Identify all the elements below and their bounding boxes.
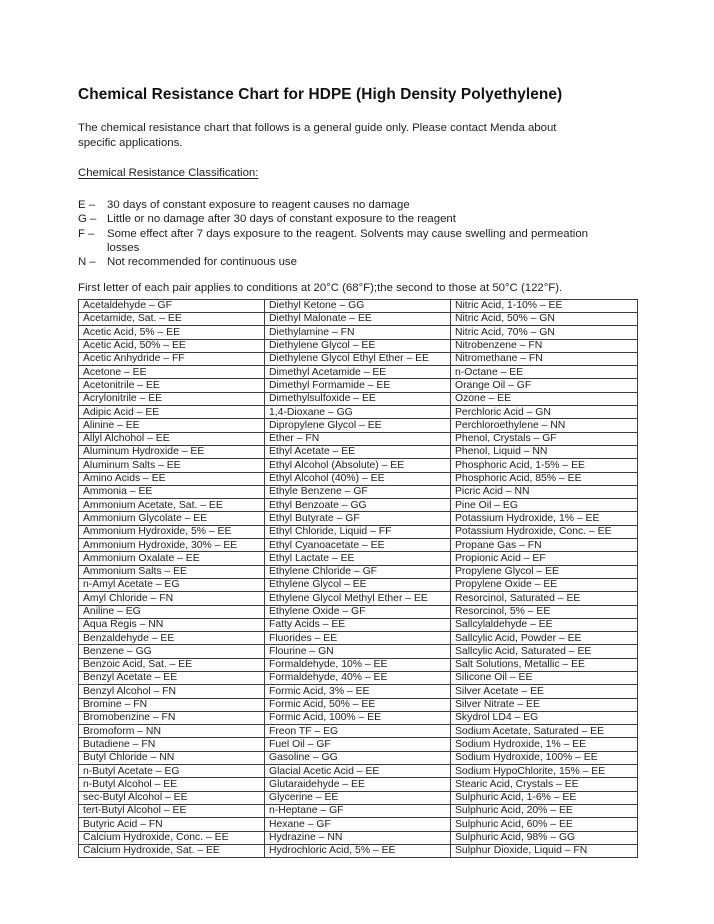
table-cell: Ethylene Chloride – GF — [265, 565, 451, 578]
table-row — [79, 778, 638, 791]
table-cell: Fatty Acids – EE — [265, 618, 451, 631]
table-cell: Butyl Chloride – NN — [79, 751, 265, 764]
table-cell: Salt Solutions, Metallic – EE — [451, 658, 638, 671]
table-cell: Ethyl Butyrate – GF — [265, 512, 451, 525]
table-cell: Ethyl Chloride, Liquid – FF — [265, 525, 451, 538]
table-cell: Ethyle Benzene – GF — [265, 485, 451, 498]
table-cell: Benzaldehyde – EE — [79, 632, 265, 645]
classification-item — [78, 255, 637, 269]
table-row — [79, 312, 638, 325]
table-row — [79, 751, 638, 764]
table-cell: Nitrobenzene – FN — [451, 339, 638, 352]
table-cell: Glacial Acetic Acid – EE — [265, 765, 451, 778]
table-cell: Aniline – EG — [79, 605, 265, 618]
table-row — [79, 445, 638, 458]
table-cell: Diethylamine – FN — [265, 326, 451, 339]
classification-description: Not recommended for continuous use — [107, 256, 297, 269]
table-cell: Benzoic Acid, Sat. – EE — [79, 658, 265, 671]
table-row — [79, 299, 638, 312]
table-cell: Hydrazine – NN — [265, 831, 451, 844]
table-row — [79, 711, 638, 724]
table-cell: Ammonium Salts – EE — [79, 565, 265, 578]
table-row — [79, 831, 638, 844]
table-cell: Aluminum Salts – EE — [79, 459, 265, 472]
table-cell: Ether – FN — [265, 432, 451, 445]
table-row — [79, 698, 638, 711]
classification-item — [78, 212, 637, 226]
table-cell: Acetone – EE — [79, 366, 265, 379]
page-title: Chemical Resistance Chart for HDPE (High Density Polyethylene) — [78, 86, 563, 103]
table-cell: Butadiene – FN — [79, 738, 265, 751]
table-row — [79, 671, 638, 684]
table-row — [79, 791, 638, 804]
table-row — [79, 804, 638, 817]
table-row — [79, 658, 638, 671]
table-row — [79, 645, 638, 658]
table-cell: Propionic Acid – EF — [451, 552, 638, 565]
table-cell: Formic Acid, 3% – EE — [265, 685, 451, 698]
table-cell: Propylene Glycol – EE — [451, 565, 638, 578]
table-cell: Calcium Hydroxide, Sat. – EE — [79, 844, 265, 857]
table-cell: Sodium HypoChlorite, 15% – EE — [451, 765, 638, 778]
table-cell: Sulphur Dioxide, Liquid – FN — [451, 844, 638, 857]
table-cell: Silver Nitrate – EE — [451, 698, 638, 711]
table-cell: Sulphuric Acid, 20% – EE — [451, 804, 638, 817]
table-cell: Sulphuric Acid, 1-6% – EE — [451, 791, 638, 804]
classification-item — [78, 198, 637, 212]
intro-paragraph: The chemical resistance chart that follows is a general guide only. Please contact Menda about specific applications. — [78, 122, 557, 149]
table-cell: Allyl Alchohol – EE — [79, 432, 265, 445]
table-cell: Acetamide, Sat. – EE — [79, 312, 265, 325]
table-row — [79, 592, 638, 605]
table-row — [79, 326, 638, 339]
table-row — [79, 472, 638, 485]
table-cell: n-Octane – EE — [451, 366, 638, 379]
table-cell: Formic Acid, 50% – EE — [265, 698, 451, 711]
table-cell: Benzyl Acetate – EE — [79, 671, 265, 684]
table-cell: Aluminum Hydroxide – EE — [79, 445, 265, 458]
table-cell: Perchloroethylene – NN — [451, 419, 638, 432]
table-row — [79, 485, 638, 498]
table-row — [79, 432, 638, 445]
table-cell: Ammonia – EE — [79, 485, 265, 498]
table-cell: Ammonium Oxalate – EE — [79, 552, 265, 565]
table-cell: Dimethylsulfoxide – EE — [265, 392, 451, 405]
table-cell: Ethyl Alcohol (40%) – EE — [265, 472, 451, 485]
table-cell: Ethylene Oxide – GF — [265, 605, 451, 618]
table-cell: Diethyl Ketone – GG — [265, 299, 451, 312]
table-cell: Acetonitrile – EE — [79, 379, 265, 392]
table-cell: sec-Butyl Alcohol – EE — [79, 791, 265, 804]
table-cell: Diethyl Malonate – EE — [265, 312, 451, 325]
table-cell: Sulphuric Acid, 98% – GG — [451, 831, 638, 844]
table-cell: Propylene Oxide – EE — [451, 578, 638, 591]
table-cell: Ethyl Lactate – EE — [265, 552, 451, 565]
table-cell: Aqua Regis – NN — [79, 618, 265, 631]
classification-description: 30 days of constant exposure to reagent causes no damage — [107, 199, 410, 212]
table-row — [79, 499, 638, 512]
table-cell: Ethyl Cyanoacetate – EE — [265, 539, 451, 552]
table-row — [79, 525, 638, 538]
table-row — [79, 552, 638, 565]
table-cell: Phosphoric Acid, 1-5% – EE — [451, 459, 638, 472]
table-cell: Ammonium Acetate, Sat. – EE — [79, 499, 265, 512]
table-cell: Fuel Oil – GF — [265, 738, 451, 751]
table-cell: Ammonium Hydroxide, 30% – EE — [79, 539, 265, 552]
table-cell: Diethylene Glycol Ethyl Ether – EE — [265, 352, 451, 365]
table-cell: tert-Butyl Alcohol – EE — [79, 804, 265, 817]
table-cell: Ammonium Hydroxide, 5% – EE — [79, 525, 265, 538]
table-cell: Acetic Anhydride – FF — [79, 352, 265, 365]
table-row — [79, 765, 638, 778]
table-cell: Skydrol LD4 – EG — [451, 711, 638, 724]
table-cell: Ethylene Glycol Methyl Ether – EE — [265, 592, 451, 605]
table-cell: Ozone – EE — [451, 392, 638, 405]
table-cell: Ethyl Benzoate – GG — [265, 499, 451, 512]
table-cell: Glutaraidehyde – EE — [265, 778, 451, 791]
table-cell: Sulphuric Acid, 60% – EE — [451, 818, 638, 831]
table-cell: Hexane – GF — [265, 818, 451, 831]
table-row — [79, 339, 638, 352]
table-cell: Sodium Hydroxide, 1% – EE — [451, 738, 638, 751]
classification-letter: N – — [78, 256, 96, 269]
table-cell: Sodium Acetate, Saturated – EE — [451, 725, 638, 738]
table-cell: Perchloric Acid – GN — [451, 406, 638, 419]
classification-description: Little or no damage after 30 days of constant exposure to the reagent — [107, 213, 456, 226]
table-cell: Formaldehyde, 40% – EE — [265, 671, 451, 684]
table-cell: Butyric Acid – FN — [79, 818, 265, 831]
table-row — [79, 419, 638, 432]
classification-description: Some effect after 7 days exposure to the reagent. Solvents may cause swelling and permeation losses — [107, 227, 589, 255]
table-cell: Potassium Hydroxide, Conc. – EE — [451, 525, 638, 538]
table-cell: n-Butyl Alcohol – EE — [79, 778, 265, 791]
table-row — [79, 459, 638, 472]
classification-item — [78, 227, 637, 256]
table-cell: Nitromethane – FN — [451, 352, 638, 365]
table-cell: Acetic Acid, 5% – EE — [79, 326, 265, 339]
table-cell: Dimethyl Acetamide – EE — [265, 366, 451, 379]
table-cell: Formic Acid, 100% – EE — [265, 711, 451, 724]
table-cell: Picric Acid – NN — [451, 485, 638, 498]
table-cell: Ethylene Glycol – EE — [265, 578, 451, 591]
table-cell: Bromoform – NN — [79, 725, 265, 738]
table-cell: n-Heptane – GF — [265, 804, 451, 817]
chemical-resistance-table — [78, 299, 638, 858]
table-row — [79, 618, 638, 631]
table-cell: Ethyl Alcohol (Absolute) – EE — [265, 459, 451, 472]
classification-heading: Chemical Resistance Classification: — [78, 167, 259, 180]
table-cell: Freon TF – EG — [265, 725, 451, 738]
table-row — [79, 818, 638, 831]
table-cell: Ethyl Acetate – EE — [265, 445, 451, 458]
table-cell: Amyl Chloride – FN — [79, 592, 265, 605]
table-row — [79, 578, 638, 591]
table-cell: Orange Oil – GF — [451, 379, 638, 392]
table-row — [79, 738, 638, 751]
table-cell: Alinine – EE — [79, 419, 265, 432]
table-cell: Flourine – GN — [265, 645, 451, 658]
table-row — [79, 844, 638, 857]
table-cell: Dipropylene Glycol – EE — [265, 419, 451, 432]
table-cell: Silver Acetate – EE — [451, 685, 638, 698]
table-cell: Fluorides – EE — [265, 632, 451, 645]
table-cell: Formaldehyde, 10% – EE — [265, 658, 451, 671]
table-cell: Glycerine – EE — [265, 791, 451, 804]
table-cell: Hydrochloric Acid, 5% – EE — [265, 844, 451, 857]
table-row — [79, 366, 638, 379]
table-cell: Acrylonitrile – EE — [79, 392, 265, 405]
table-cell: Sallcylaldehyde – EE — [451, 618, 638, 631]
table-cell: Nitric Acid, 1-10% – EE — [451, 299, 638, 312]
table-cell: Nitric Acid, 50% – GN — [451, 312, 638, 325]
table-cell: Acetaldehyde – GF — [79, 299, 265, 312]
table-cell: n-Amyl Acetate – EG — [79, 578, 265, 591]
table-cell: Propane Gas – FN — [451, 539, 638, 552]
table-row — [79, 565, 638, 578]
table-row — [79, 539, 638, 552]
table-row — [79, 406, 638, 419]
table-cell: Adipic Acid – EE — [79, 406, 265, 419]
table-row — [79, 512, 638, 525]
table-cell: Benzene – GG — [79, 645, 265, 658]
table-cell: Silicone Oil – EE — [451, 671, 638, 684]
table-cell: Amino Acids – EE — [79, 472, 265, 485]
table-row — [79, 605, 638, 618]
classification-letter: F – — [78, 227, 95, 240]
table-cell: Gasoline – GG — [265, 751, 451, 764]
table-cell: Phenol, Liquid – NN — [451, 445, 638, 458]
table-cell: Dimethyl Formamide – EE — [265, 379, 451, 392]
table-cell: Ammonium Glycolate – EE — [79, 512, 265, 525]
table-cell: Acetic Acid, 50% – EE — [79, 339, 265, 352]
table-cell: Diethylene Glycol – EE — [265, 339, 451, 352]
table-cell: n-Butyl Acetate – EG — [79, 765, 265, 778]
resistance-table-body — [79, 299, 638, 857]
table-cell: Bromobenzine – FN — [79, 711, 265, 724]
table-row — [79, 685, 638, 698]
table-cell: Resorcinol, Saturated – EE — [451, 592, 638, 605]
temperature-note: First letter of each pair applies to conditions at 20°C (68°F);the second to those at 50°C (122°F). — [78, 281, 563, 294]
table-cell: Nitric Acid, 70% – GN — [451, 326, 638, 339]
table-row — [79, 632, 638, 645]
table-cell: Sallcylic Acid, Powder – EE — [451, 632, 638, 645]
table-cell: Phenol, Crystals – GF — [451, 432, 638, 445]
table-cell: Pine Oil – EG — [451, 499, 638, 512]
table-cell: Potassium Hydroxide, 1% – EE — [451, 512, 638, 525]
table-cell: Phosphoric Acid, 85% – EE — [451, 472, 638, 485]
classification-list — [78, 198, 637, 269]
table-row — [79, 379, 638, 392]
table-cell: Calcium Hydroxide, Conc. – EE — [79, 831, 265, 844]
classification-letter: E – — [78, 199, 96, 212]
table-cell: Sodium Hydroxide, 100% – EE — [451, 751, 638, 764]
table-cell: 1,4-Dioxane – GG — [265, 406, 451, 419]
classification-letter: G – — [78, 213, 97, 226]
table-cell: Resorcinol, 5% – EE — [451, 605, 638, 618]
table-row — [79, 725, 638, 738]
table-cell: Benzyl Alcohol – FN — [79, 685, 265, 698]
table-cell: Bromine – FN — [79, 698, 265, 711]
table-row — [79, 352, 638, 365]
table-row — [79, 392, 638, 405]
table-cell: Sallcylic Acid, Saturated – EE — [451, 645, 638, 658]
table-cell: Stearic Acid, Crystals – EE — [451, 778, 638, 791]
